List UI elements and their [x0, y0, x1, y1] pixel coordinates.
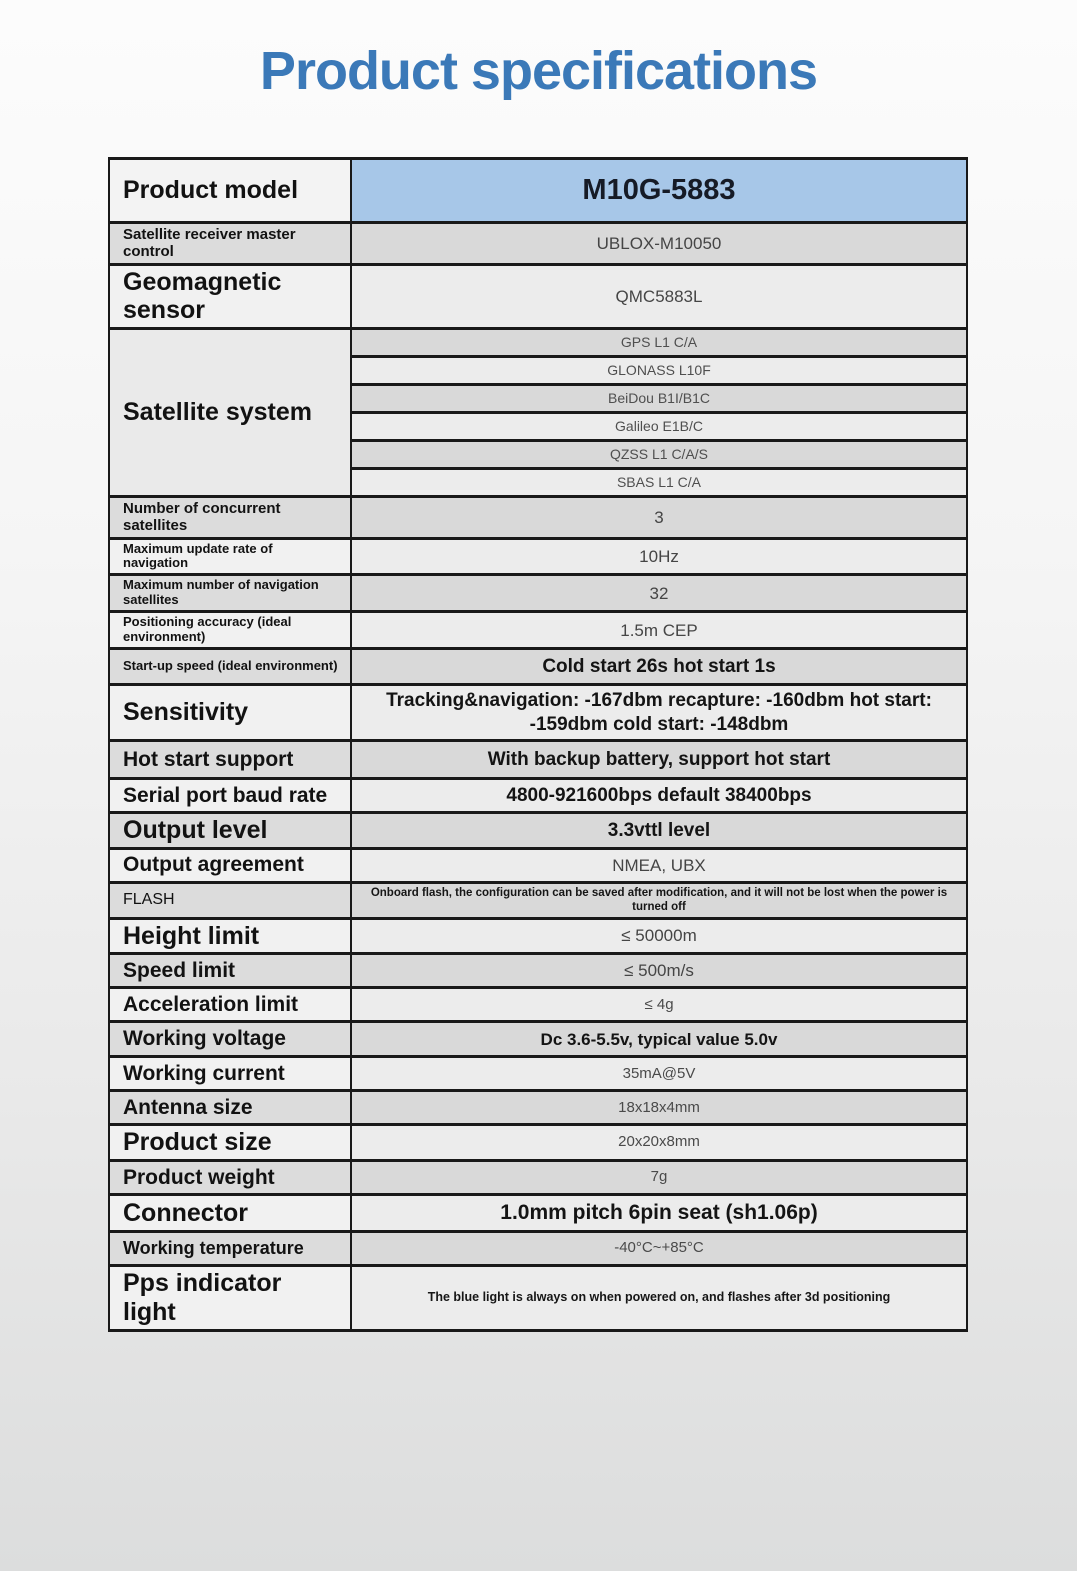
row-value-product-weight: 7g	[351, 1161, 967, 1195]
row-value-output-level: 3.3vttl level	[351, 813, 967, 849]
row-value-hot-start-support: With backup battery, support hot start	[351, 741, 967, 779]
row-label-sensitivity: Sensitivity	[109, 685, 351, 741]
row-value-satellite-system: Galileo E1B/C	[351, 413, 967, 441]
spec-row	[109, 988, 967, 1022]
row-value-working-temperature: -40°C~+85°C	[351, 1232, 967, 1266]
row-label-satellite-system: Satellite system	[109, 329, 351, 497]
row-value-sensitivity: Tracking&navigation: -167dbm recapture: -160dbm hot start: -159dbm cold start: -148dbm	[351, 685, 967, 741]
row-label-speed-limit: Speed limit	[109, 954, 351, 988]
row-value-satellite-system: GLONASS L10F	[351, 357, 967, 385]
row-label-satellite-receiver-master-control: Satellite receiver master control	[109, 223, 351, 265]
row-label-number-of-concurrent-satellites: Number of concurrent satellites	[109, 497, 351, 539]
spec-row	[109, 1266, 967, 1331]
row-label-acceleration-limit: Acceleration limit	[109, 988, 351, 1022]
row-label-maximum-number-of-navigation-satellites: Maximum number of navigation satellites	[109, 575, 351, 612]
row-value-startup-speed: Cold start 26s hot start 1s	[351, 649, 967, 685]
row-label-product-weight: Product weight	[109, 1161, 351, 1195]
row-value-number-of-concurrent-satellites: 3	[351, 497, 967, 539]
row-value-connector: 1.0mm pitch 6pin seat (sh1.06p)	[351, 1195, 967, 1232]
row-value-product-size: 20x20x8mm	[351, 1125, 967, 1161]
row-label-working-temperature: Working temperature	[109, 1232, 351, 1266]
spec-row	[109, 649, 967, 685]
row-value-antenna-size: 18x18x4mm	[351, 1091, 967, 1125]
row-label-maximum-update-rate: Maximum update rate of navigation	[109, 538, 351, 575]
row-label-product-size: Product size	[109, 1125, 351, 1161]
row-value-geomagnetic-sensor: QMC5883L	[351, 264, 967, 329]
spec-row	[109, 1161, 967, 1195]
row-value-speed-limit: ≤ 500m/s	[351, 954, 967, 988]
row-value-maximum-update-rate: 10Hz	[351, 538, 967, 575]
row-value-satellite-receiver-master-control: UBLOX-M10050	[351, 223, 967, 265]
spec-row	[109, 848, 967, 882]
row-label-pps-indicator-light: Pps indicator light	[109, 1266, 351, 1331]
spec-row	[109, 223, 967, 265]
row-value-flash: Onboard flash, the configuration can be saved after modification, and it will not be lost when the power is turned off	[351, 882, 967, 918]
row-value-height-limit: ≤ 50000m	[351, 918, 967, 954]
row-value-product-model: M10G-5883	[351, 159, 967, 223]
row-label-geomagnetic-sensor: Geomagnetic sensor	[109, 264, 351, 329]
spec-row	[109, 741, 967, 779]
spec-row	[109, 813, 967, 849]
row-value-pps-indicator-light: The blue light is always on when powered on, and flashes after 3d positioning	[351, 1266, 967, 1331]
row-value-satellite-system: SBAS L1 C/A	[351, 469, 967, 497]
row-value-output-agreement: NMEA, UBX	[351, 848, 967, 882]
spec-row	[109, 1091, 967, 1125]
spec-row	[109, 1195, 967, 1232]
row-value-working-voltage: Dc 3.6-5.5v, typical value 5.0v	[351, 1022, 967, 1057]
row-label-working-current: Working current	[109, 1057, 351, 1091]
spec-row	[109, 882, 967, 918]
spec-row	[109, 779, 967, 813]
spec-row	[109, 1022, 967, 1057]
spec-row	[109, 954, 967, 988]
spec-row	[109, 575, 967, 612]
spec-table	[108, 157, 968, 1332]
spec-row	[109, 612, 967, 649]
spec-row	[109, 918, 967, 954]
spec-row	[109, 685, 967, 741]
spec-row	[109, 497, 967, 539]
row-label-startup-speed: Start-up speed (ideal environment)	[109, 649, 351, 685]
spec-row	[109, 538, 967, 575]
row-label-flash: FLASH	[109, 882, 351, 918]
row-value-satellite-system: GPS L1 C/A	[351, 329, 967, 357]
row-label-connector: Connector	[109, 1195, 351, 1232]
spec-row	[109, 264, 967, 329]
row-value-satellite-system: BeiDou B1I/B1C	[351, 385, 967, 413]
spec-table-body	[109, 159, 967, 1331]
row-label-output-agreement: Output agreement	[109, 848, 351, 882]
spec-row	[109, 159, 967, 223]
row-label-product-model: Product model	[109, 159, 351, 223]
row-value-working-current: 35mA@5V	[351, 1057, 967, 1091]
row-value-acceleration-limit: ≤ 4g	[351, 988, 967, 1022]
spec-row	[109, 1232, 967, 1266]
page-title: Product specifications	[259, 41, 818, 101]
row-label-output-level: Output level	[109, 813, 351, 849]
row-label-serial-port-baud-rate: Serial port baud rate	[109, 779, 351, 813]
row-label-antenna-size: Antenna size	[109, 1091, 351, 1125]
spec-row	[109, 1057, 967, 1091]
row-value-positioning-accuracy: 1.5m CEP	[351, 612, 967, 649]
row-label-hot-start-support: Hot start support	[109, 741, 351, 779]
row-label-positioning-accuracy: Positioning accuracy (ideal environment)	[109, 612, 351, 649]
spec-row	[109, 1125, 967, 1161]
row-value-maximum-number-of-navigation-satellites: 32	[351, 575, 967, 612]
row-label-working-voltage: Working voltage	[109, 1022, 351, 1057]
row-value-satellite-system: QZSS L1 C/A/S	[351, 441, 967, 469]
spec-row	[109, 329, 967, 357]
row-value-serial-port-baud-rate: 4800-921600bps default 38400bps	[351, 779, 967, 813]
row-label-height-limit: Height limit	[109, 918, 351, 954]
